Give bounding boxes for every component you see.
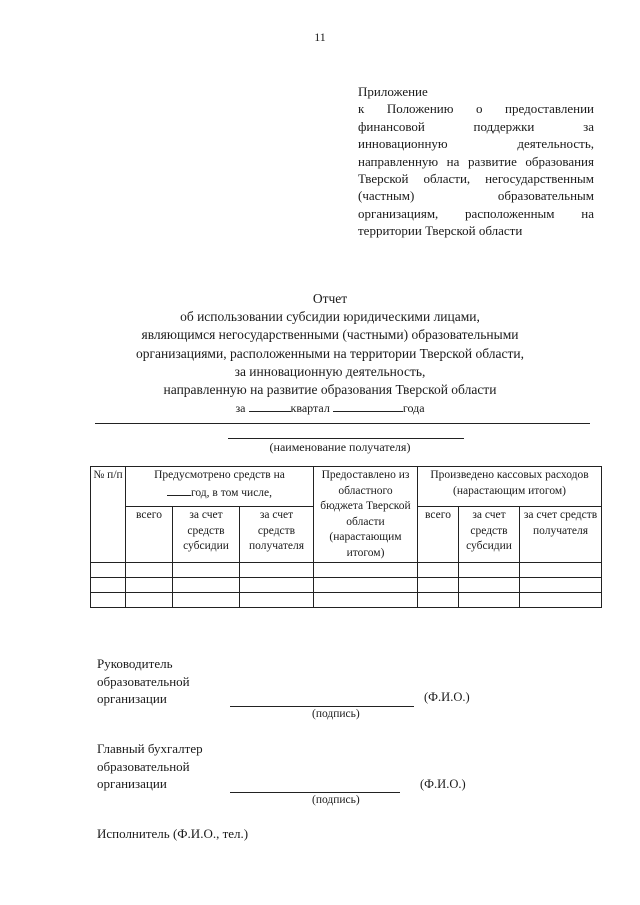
- period-quarter: квартал: [290, 401, 330, 416]
- recipient-name-line: [228, 438, 464, 439]
- col-number-header: № п/п: [91, 467, 126, 563]
- planned-subsidy-header: за счет средств субсидии: [173, 507, 240, 563]
- accountant-signature-caption: (подпись): [312, 794, 360, 806]
- planned-total-header: всего: [126, 507, 173, 563]
- report-title-line: за инновационную деятельность,: [234, 363, 426, 379]
- head-signature-line: [230, 706, 414, 707]
- planned-funds-header: Предусмотрено средств на год, в том числе,: [126, 467, 314, 507]
- provided-header: Предоставлено из областного бюджета Тверской области (нарастающим итогом): [314, 467, 418, 563]
- executor-label: Исполнитель (Ф.И.О., тел.): [97, 826, 249, 841]
- head-signature-caption: (подпись): [312, 708, 360, 720]
- period-year: года: [402, 401, 425, 416]
- quarter-blank: [249, 399, 291, 412]
- report-title: [60, 290, 600, 416]
- paid-recipient-header: за счет средств получателя: [520, 507, 602, 563]
- table-row: [91, 563, 602, 578]
- appendix-block: [358, 83, 594, 240]
- appendix-title: Приложение: [358, 84, 428, 99]
- report-title-line: Отчет: [312, 291, 348, 306]
- page-number: 11: [314, 30, 326, 44]
- report-title-line: направленную на развитие образования Тверской области: [163, 382, 497, 398]
- head-fio: (Ф.И.О.): [424, 690, 470, 704]
- paid-expenses-header: Произведено кассовых расходов (нарастающим итогом): [418, 467, 602, 507]
- planned-recipient-header: за счет средств получателя: [240, 507, 314, 563]
- head-signature-label: Руководитель образовательной организации: [97, 656, 190, 706]
- accountant-signature-line: [230, 792, 400, 793]
- year-blank: [333, 399, 403, 412]
- paid-total-header: всего: [418, 507, 459, 563]
- paid-subsidy-header: за счет средств субсидии: [459, 507, 520, 563]
- planned-year-blank: [167, 484, 191, 496]
- report-title-line: являющимся негосударственными (частными) образовательными: [141, 327, 519, 343]
- accountant-fio: (Ф.И.О.): [420, 777, 466, 791]
- appendix-body: к Положению о предоставлении финансовой поддержки за инновационную деятельность, направленную на развитие образования Тверской области, негосударственным (частным) образовательным организациям, расположенным на территории Тверской области: [358, 101, 594, 239]
- report-period: [60, 399, 600, 416]
- recipient-full-line: [95, 423, 590, 424]
- table-row: [91, 593, 602, 608]
- table-row: [91, 578, 602, 593]
- report-title-line: об использовании субсидии юридическими лицами,: [180, 309, 480, 325]
- report-title-line: организациями, расположенными на территории Тверской области,: [135, 345, 525, 361]
- recipient-caption: (наименование получателя): [269, 440, 411, 454]
- report-table: [90, 466, 602, 608]
- accountant-signature-label: Главный бухгалтер образовательной организации: [97, 741, 203, 791]
- period-prefix: за: [235, 401, 246, 416]
